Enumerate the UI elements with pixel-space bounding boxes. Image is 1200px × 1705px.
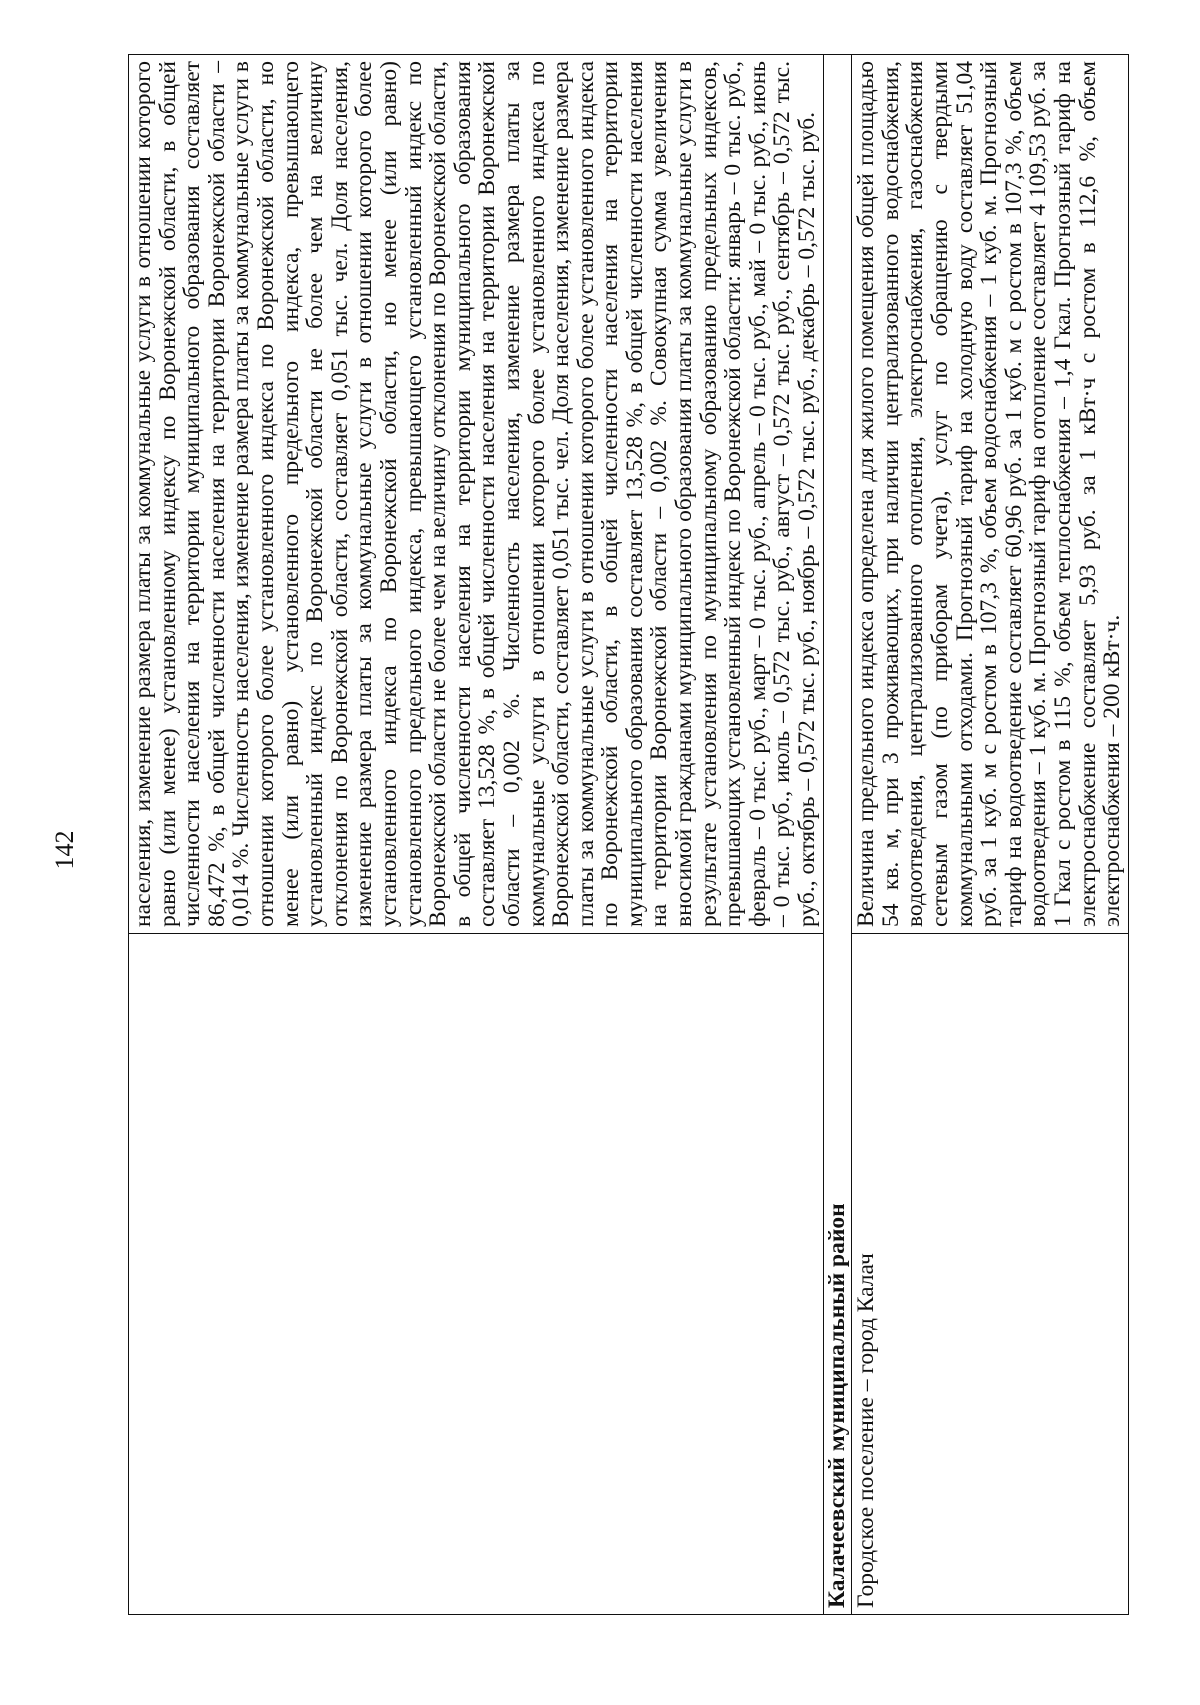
- table-row: [129, 55, 824, 1615]
- description-cell: Величина предельного индекса определена для жилого помещения общей площадью 54 кв. м, при 3 проживающих, при наличии централизованного водоснабжения, водоотведения, централизованного отопления, электроснабжения, газоснабжения сетевым газом (по приборам учета), услуг по обращению с твердыми коммунальными отходами. Прогнозный тариф на холодную воду составляет 51,04 руб. за 1 куб. м с ростом в 107,3 %, объем водоснабжения – 1 куб. м. Прогнозный тариф на водоотведение составляет 60,96 руб. за 1 куб. м с ростом в 107,3 %, объем водоотведения – 1 куб. м. Прогнозный тариф на отопление составляет 4 109,53 руб. за 1 Гкал с ростом в 115 %, объем теплоснабжения – 1,4 Гкал. Прогнозный тариф на электроснабжение составляет 5,93 руб. за 1 кВт·ч с ростом в 112,6 %, объем электроснабжения – 200 кВт·ч.: [852, 55, 1129, 934]
- table-row: [852, 55, 1129, 1615]
- municipality-cell: Городское поселение – город Калач: [852, 934, 1129, 1615]
- municipality-cell: [129, 934, 824, 1615]
- page-number: 142: [50, 830, 79, 870]
- section-header-row: [823, 55, 852, 1615]
- description-cell: населения, изменение размера платы за коммунальные услуги в отношении которого равно (или менее) установленному индексу по Воронежской области, в общей численности населения на территории муниципального образования составляет 86,472 %, в общей численности населения на территории Воронежской области – 0,014 %. Численность населения, изменение размера платы за коммунальные услуги в отношении которого более установленного индекса по Воронежской области, но менее (или равно) установленного предельного индекса, превышающего установленный индекс по Воронежской области не более чем на величину отклонения по Воронежской области, составляет 0,051 тыс. чел. Доля населения, изменение размера платы за коммунальные услуги в отношении которого более установленного индекса по Воронежской области, но менее (или равно) установленного предельного индекса, превышающего установленный индекс по Воронежской области не более чем на величину отклонения по Воронежской области, в общей численности населения на территории муниципального образования составляет 13,528 %, в общей численности населения на территории Воронежской области – 0,002 %. Численность населения, изменение размера платы за коммунальные услуги в отношении которого более установленного индекса по Воронежской области, составляет 0,051 тыс. чел. Доля населения, изменение размера платы за коммунальные услуги в отношении которого более установленного индекса по Воронежской области, в общей численности населения на территории муниципального образования составляет 13,528 %, в общей численности населения на территории Воронежской области – 0,002 %. Совокупная сумма увеличения вносимой гражданами муниципального образования платы за коммунальные услуги в результате установления по муниципальному образованию предельных индексов, превышающих установленный индекс по Воронежской области: январь – 0 тыс. руб., февраль – 0 тыс. руб., март – 0 тыс. руб., апрель – 0 тыс. руб., май – 0 тыс. руб., июнь – 0 тыс. руб., июль – 0,572 тыс. руб., август – 0,572 тыс. руб., сентябрь – 0,572 тыс. руб., октябрь – 0,572 тыс. руб., ноябрь – 0,572 тыс. руб., декабрь – 0,572 тыс. руб.: [129, 55, 824, 934]
- district-header: Калачеевский муниципальный район: [823, 55, 852, 1615]
- rotated-table-frame: [128, 55, 1126, 1615]
- tariff-table: [128, 54, 1129, 1615]
